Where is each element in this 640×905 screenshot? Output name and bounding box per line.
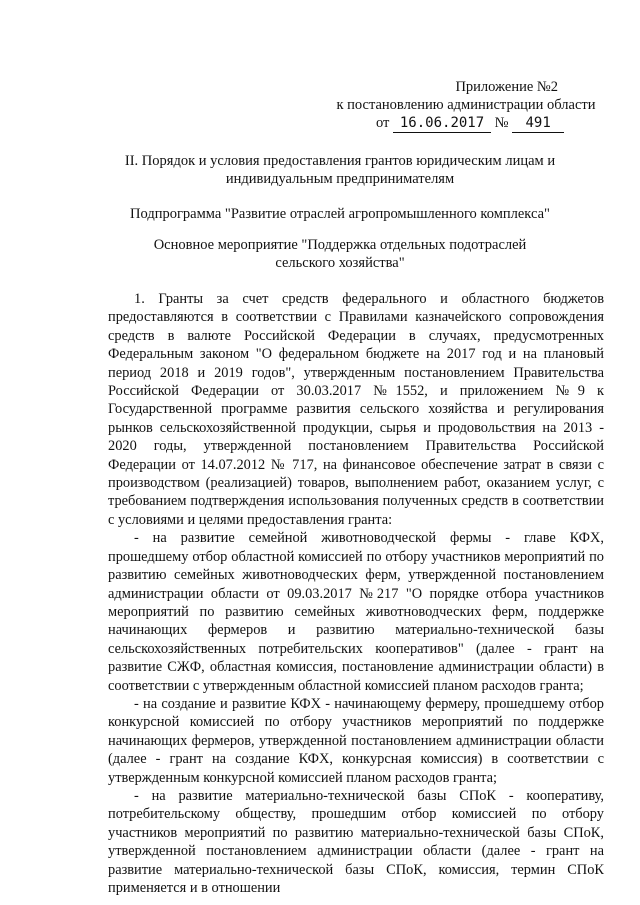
handwritten-number: 491 (512, 114, 564, 133)
paragraph-3: - на создание и развитие КФХ - начинающему фермеру, прошедшему отбор конкурсной комиссией по отбору участников мероприятий по поддержке начинающих фермеров, утвержденной постановлением администрации области (далее - грант на создание КФХ, конкурсная комиссия) в соответствии с утвержденным конкурсной комиссией планом расходов гранта; (108, 695, 604, 786)
main-event-title (90, 236, 590, 272)
appendix-resolution-ref: к постановлению администрации области (336, 97, 596, 113)
paragraph-2: - на развитие семейной животноводческой фермы - главе КФХ, прошедшему отбор областной комиссией по отбору участников мероприятий по развитию семейных животноводческих ферм, утвержденной постановлением администрации области от 09.03.2017 №217 "О порядке отбора участников мероприятий по развитию семейных животноводческих ферм, поддержке начинающих фермеров и развитию материально-технической базы сельскохозяйственных потребительских кооперативов" (далее - грант на развитие СЖФ, областная комиссия, постановление администрации области) в соответствии с утвержденным областной комиссией планом расходов гранта; (108, 530, 604, 694)
section-title (90, 152, 590, 188)
subprogram-title: Подпрограмма "Развитие отраслей агропромышленного комплекса" (130, 206, 550, 222)
from-label: от (376, 115, 390, 131)
section-title-line-1: II. Порядок и условия предоставления грантов юридическим лицам и (124, 153, 556, 169)
body-text (108, 290, 604, 897)
number-sign: № (494, 115, 509, 131)
appendix-title: Приложение №2 (455, 79, 558, 95)
appendix-date-line (330, 114, 602, 133)
section-title-line-2: индивидуальным предпринимателям (225, 171, 455, 187)
main-event-line-1: Основное мероприятие "Поддержка отдельных подотраслей (153, 237, 527, 253)
paragraph-1: 1. Гранты за счет средств федерального и областного бюджетов предоставляются в соответствии с Правилами казначейского сопровождения средств в валюте Российской Федерации в случаях, предусмотренных Федеральным законом "О федеральном бюджете на 2017 год и на плановый период 2018 и 2019 годов", утвержденным постановлением Правительства Российской Федерации от 30.03.2017 №1552, и приложением №9 к Государственной программе развития сельского хозяйства и регулирования рынков сельскохозяйственной продукции, сырья и продовольствия на 2013 - 2020 годы, утвержденной постановлением Правительства Российской Федерации от 14.07.2012 № 717, на финансовое обеспечение затрат в связи с производством (реализацией) товаров, выполнением работ, оказанием услуг, с требованием подтверждения использования полученных средств в соответствии с условиями и целями предоставления гранта: (108, 291, 604, 528)
appendix-header (330, 78, 602, 133)
main-event-line-2: сельского хозяйства" (275, 255, 405, 271)
paragraph-4: - на развитие материально-технической базы СПоК - кооперативу, потребительскому обществу, прошедшим отбор комиссией по отбору участников мероприятий по развитию материально-технической базы СПоК, утвержденной постановлением администрации области (далее - грант на развитие материально-технической базы СПоК, комиссия, термин СПоК применяется и в отношении (108, 787, 604, 896)
handwritten-date: 16.06.2017 (393, 114, 491, 133)
